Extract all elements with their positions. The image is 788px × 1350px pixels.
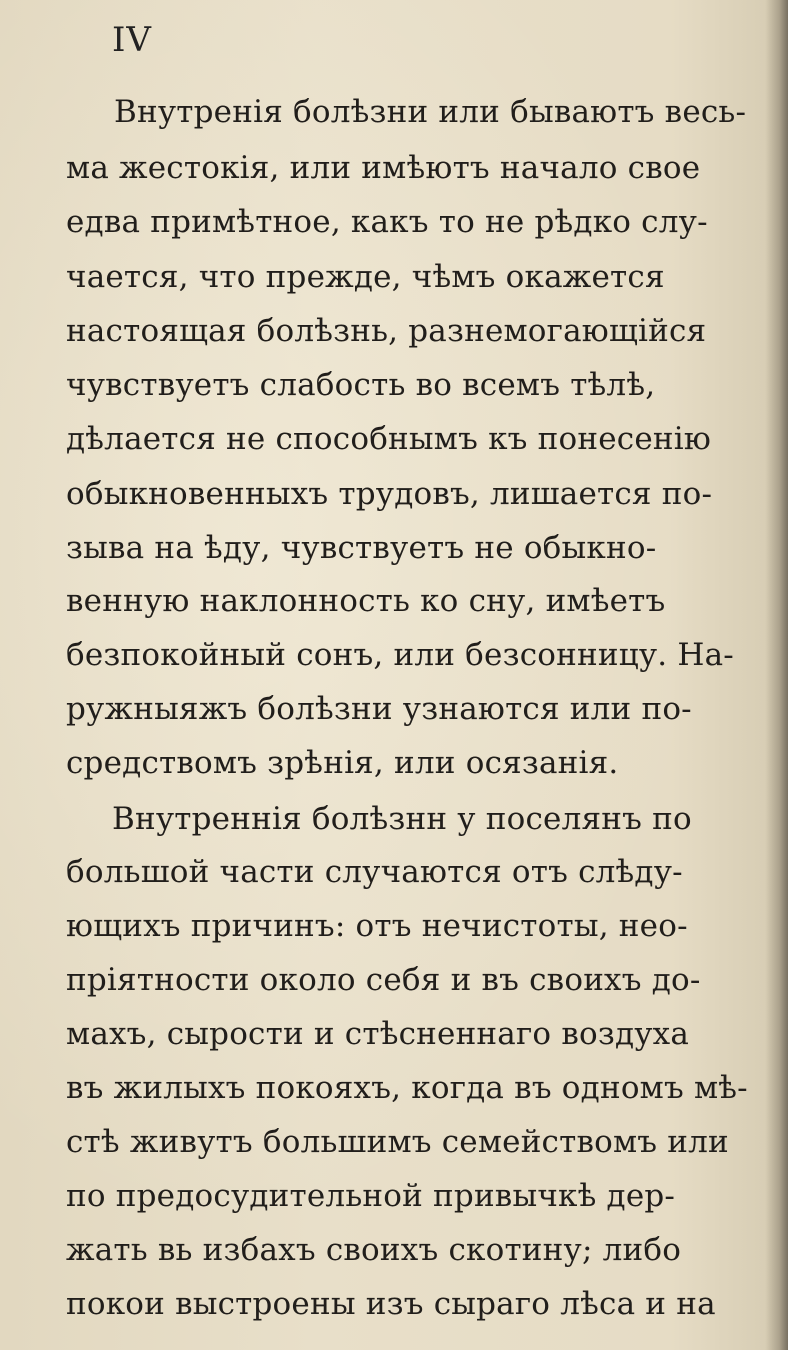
text-line: въ жилыхъ покояхъ, когда въ одномъ мѣ-: [66, 1070, 748, 1106]
text-line: Внутренія болѣзни или бываютъ весь-: [114, 94, 747, 130]
text-line: настоящая болѣзнь, разнемогающійся: [66, 313, 707, 349]
text-line: ма жестокія, или имѣютъ начало свое: [66, 150, 701, 186]
text-line: едва примѣтное, какъ то не рѣдко слу-: [66, 204, 708, 240]
text-line: безпокойный сонъ, или безсонницу. На-: [66, 637, 734, 673]
text-line: чувствуетъ слабость во всемъ тѣлѣ,: [66, 367, 656, 403]
text-line: махъ, сырости и стѣсненнаго воздуха: [66, 1016, 690, 1052]
text-line: венную наклонность ко сну, имѣетъ: [66, 583, 666, 619]
text-line: пріятности около себя и въ своихъ до-: [66, 962, 701, 998]
text-line: дѣлается не способнымъ къ понесенію: [66, 421, 712, 457]
text-line: жать вь избахъ своихъ скотину; либо: [66, 1232, 682, 1268]
text-line: ружныяжъ болѣзни узнаются или по-: [66, 691, 692, 727]
text-line: по предосудительной привычкѣ дер-: [66, 1178, 676, 1214]
text-line: средствомъ зрѣнія, или осязанія.: [66, 745, 619, 781]
text-line: ющихъ причинъ: отъ нечистоты, нео-: [66, 908, 688, 944]
text-line: зыва на ѣду, чувствуетъ не обыкно-: [66, 530, 657, 566]
text-line: Внутреннія болѣзнн у поселянъ по: [112, 801, 692, 837]
text-line: покои выстроены изъ сыраго лѣса и на: [66, 1286, 716, 1322]
text-line: обыкновенныхъ трудовъ, лишается по-: [66, 476, 713, 512]
text-line: стѣ живутъ большимъ семействомъ или: [66, 1124, 729, 1160]
page-number: IV: [112, 20, 152, 60]
text-line: большой части случаются отъ слѣду-: [66, 854, 683, 890]
text-line: чается, что прежде, чѣмъ окажется: [66, 259, 665, 295]
